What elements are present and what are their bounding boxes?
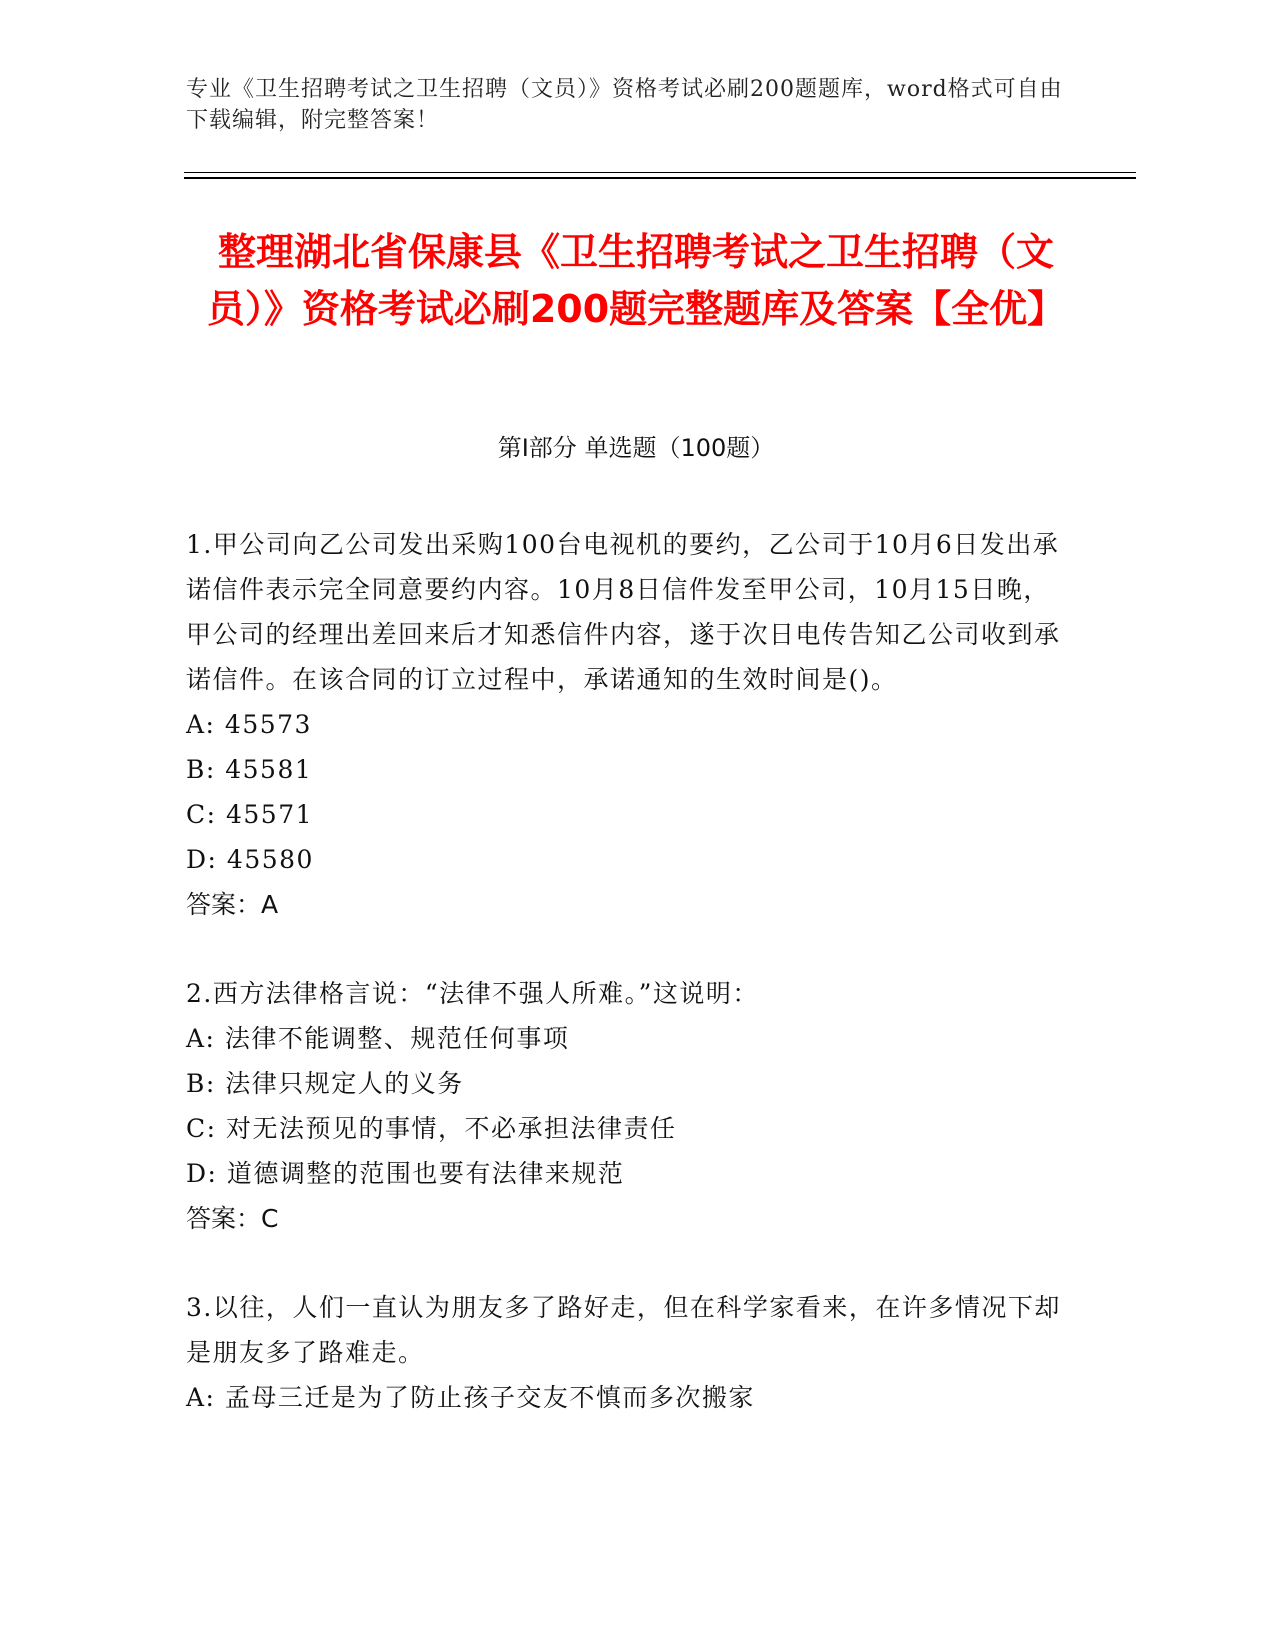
- option-a: A: 45573: [186, 710, 312, 739]
- answer-label: 答案：A: [186, 890, 279, 919]
- option-d: D: 45580: [186, 845, 314, 874]
- option-b: B: 45581: [186, 755, 313, 784]
- question-3: [186, 1285, 1066, 1420]
- option-a: A: 法律不能调整、规范任何事项: [186, 1024, 570, 1053]
- question-stem: 1.甲公司向乙公司发出采购100台电视机的要约，乙公司于10月6日发出承诺信件表示完全同意要约内容。10月8日信件发至甲公司，10月15日晚，甲公司的经理出差回来后才知悉信件内容，遂于次日电传告知乙公司收到承诺信件。在该合同的订立过程中，承诺通知的生效时间是()。: [186, 530, 1061, 694]
- question-1: [186, 522, 1066, 927]
- option-c: C: 对无法预见的事情，不必承担法律责任: [186, 1114, 677, 1143]
- header-note: 专业《卫生招聘考试之卫生招聘（文员）》资格考试必刷200题题库，word格式可自由下载编辑，附完整答案！: [186, 77, 1063, 133]
- header-divider-thin: [184, 172, 1136, 173]
- question-stem: 2.西方法律格言说：“法律不强人所难。”这说明：: [186, 979, 759, 1008]
- question-2: [186, 971, 1066, 1241]
- header-divider-thick: [184, 177, 1136, 179]
- option-d: D: 道德调整的范围也要有法律来规范: [186, 1159, 625, 1188]
- answer-label: 答案：C: [186, 1204, 279, 1233]
- option-b: B: 法律只规定人的义务: [186, 1069, 464, 1098]
- option-a: A: 孟母三迁是为了防止孩子交友不慎而多次搬家: [186, 1383, 755, 1412]
- question-stem: 3.以往，人们一直认为朋友多了路好走，但在科学家看来，在许多情况下却是朋友多了路难走。: [186, 1293, 1061, 1367]
- question-list: [186, 522, 1066, 1464]
- document-title: 整理湖北省保康县《卫生招聘考试之卫生招聘（文员）》资格考试必刷200题完整题库及答案【全优】: [206, 230, 1066, 331]
- section-heading: 第I部分 单选题（100题）: [497, 434, 775, 462]
- option-c: C: 45571: [186, 800, 314, 829]
